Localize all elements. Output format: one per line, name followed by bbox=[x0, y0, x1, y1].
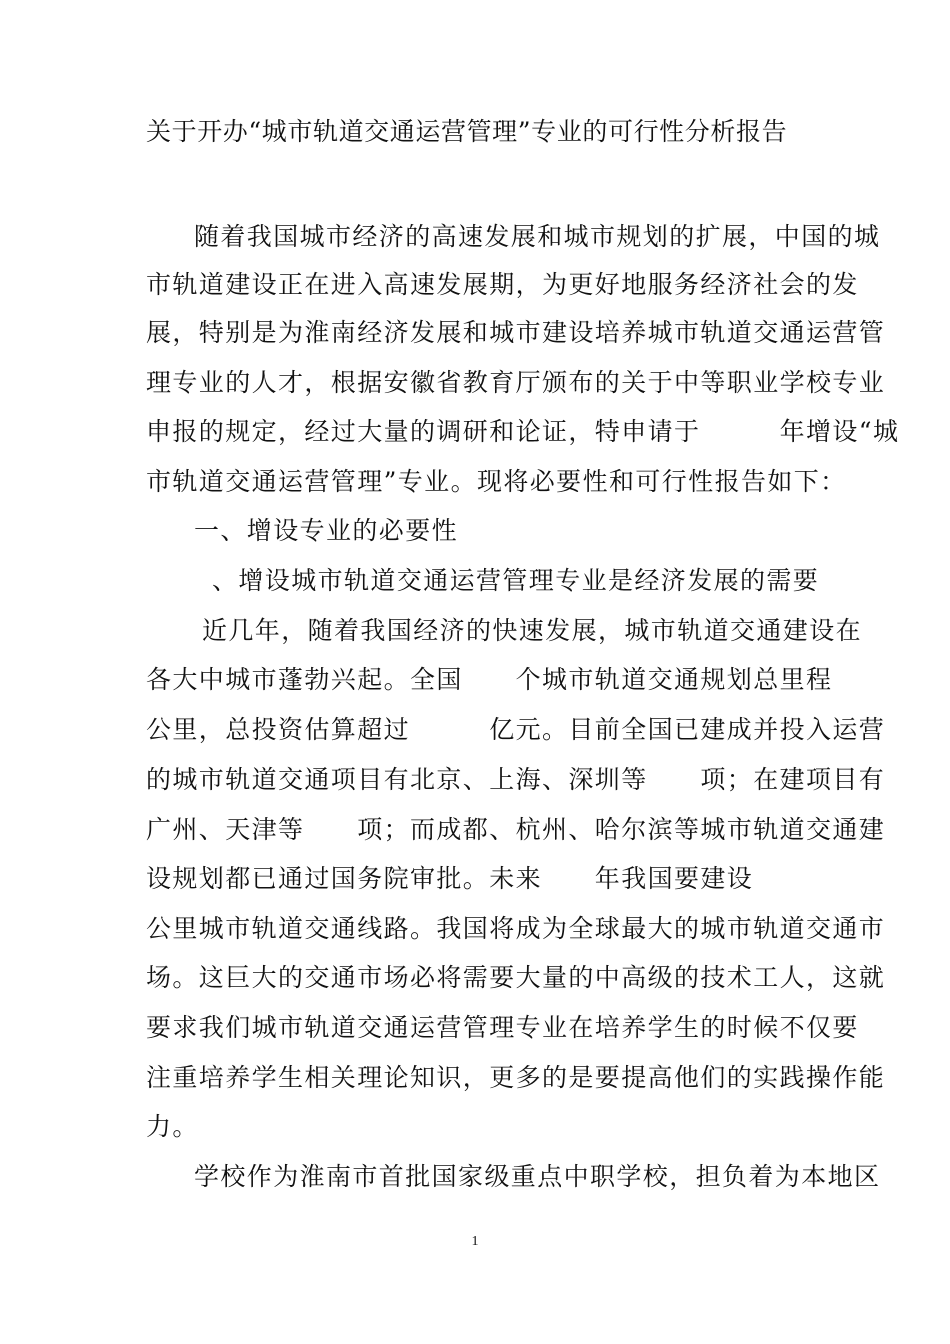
body-line: 要求我们城市轨道交通运营管理专业在培养学生的时候不仅要 bbox=[146, 1013, 859, 1042]
body-line: 理专业的人才，根据安徽省教育厅颁布的关于中等职业学校专业 bbox=[146, 368, 886, 397]
body-line: 广州、天津等 项；而成都、杭州、哈尔滨等城市轨道交通建 bbox=[146, 815, 886, 844]
body-line: 场。这巨大的交通市场必将需要大量的中高级的技术工人，这就 bbox=[146, 963, 886, 992]
body-line: 市轨道交通运营管理”专业。现将必要性和可行性报告如下： bbox=[146, 467, 847, 496]
body-line: 设规划都已通过国务院审批。未来 年我国要建设 bbox=[146, 864, 754, 893]
body-line: 力。 bbox=[146, 1112, 199, 1141]
body-line: 公里城市轨道交通线路。我国将成为全球最大的城市轨道交通市 bbox=[146, 914, 886, 943]
subsection-heading: 、增设城市轨道交通运营管理专业是经济发展的需要 bbox=[212, 566, 820, 595]
body-line: 展，特别是为淮南经济发展和城市建设培养城市轨道交通运营管 bbox=[146, 318, 886, 347]
body-line: 近几年，随着我国经济的快速发展，城市轨道交通建设在 bbox=[202, 616, 863, 645]
body-line: 学校作为淮南市首批国家级重点中职学校，担负着为本地区 bbox=[194, 1162, 881, 1191]
body-line: 各大中城市蓬勃兴起。全国 个城市轨道交通规划总里程 bbox=[146, 665, 833, 694]
body-line: 随着我国城市经济的高速发展和城市规划的扩展，中国的城 bbox=[194, 222, 881, 251]
body-line: 的城市轨道交通项目有北京、上海、深圳等 项；在建项目有 bbox=[146, 765, 886, 794]
body-line: 申报的规定，经过大量的调研和论证，特申请于 年增设“城 bbox=[146, 417, 900, 446]
page-number: 1 bbox=[471, 1234, 479, 1249]
body-line: 市轨道建设正在进入高速发展期，为更好地服务经济社会的发 bbox=[146, 270, 859, 299]
body-line: 公里，总投资估算超过 亿元。目前全国已建成并投入运营 bbox=[146, 715, 886, 744]
document-title: 关于开办“城市轨道交通运营管理”专业的可行性分析报告 bbox=[146, 117, 788, 146]
section-heading: 一、增设专业的必要性 bbox=[194, 516, 459, 545]
body-line: 注重培养学生相关理论知识，更多的是要提高他们的实践操作能 bbox=[146, 1063, 886, 1092]
